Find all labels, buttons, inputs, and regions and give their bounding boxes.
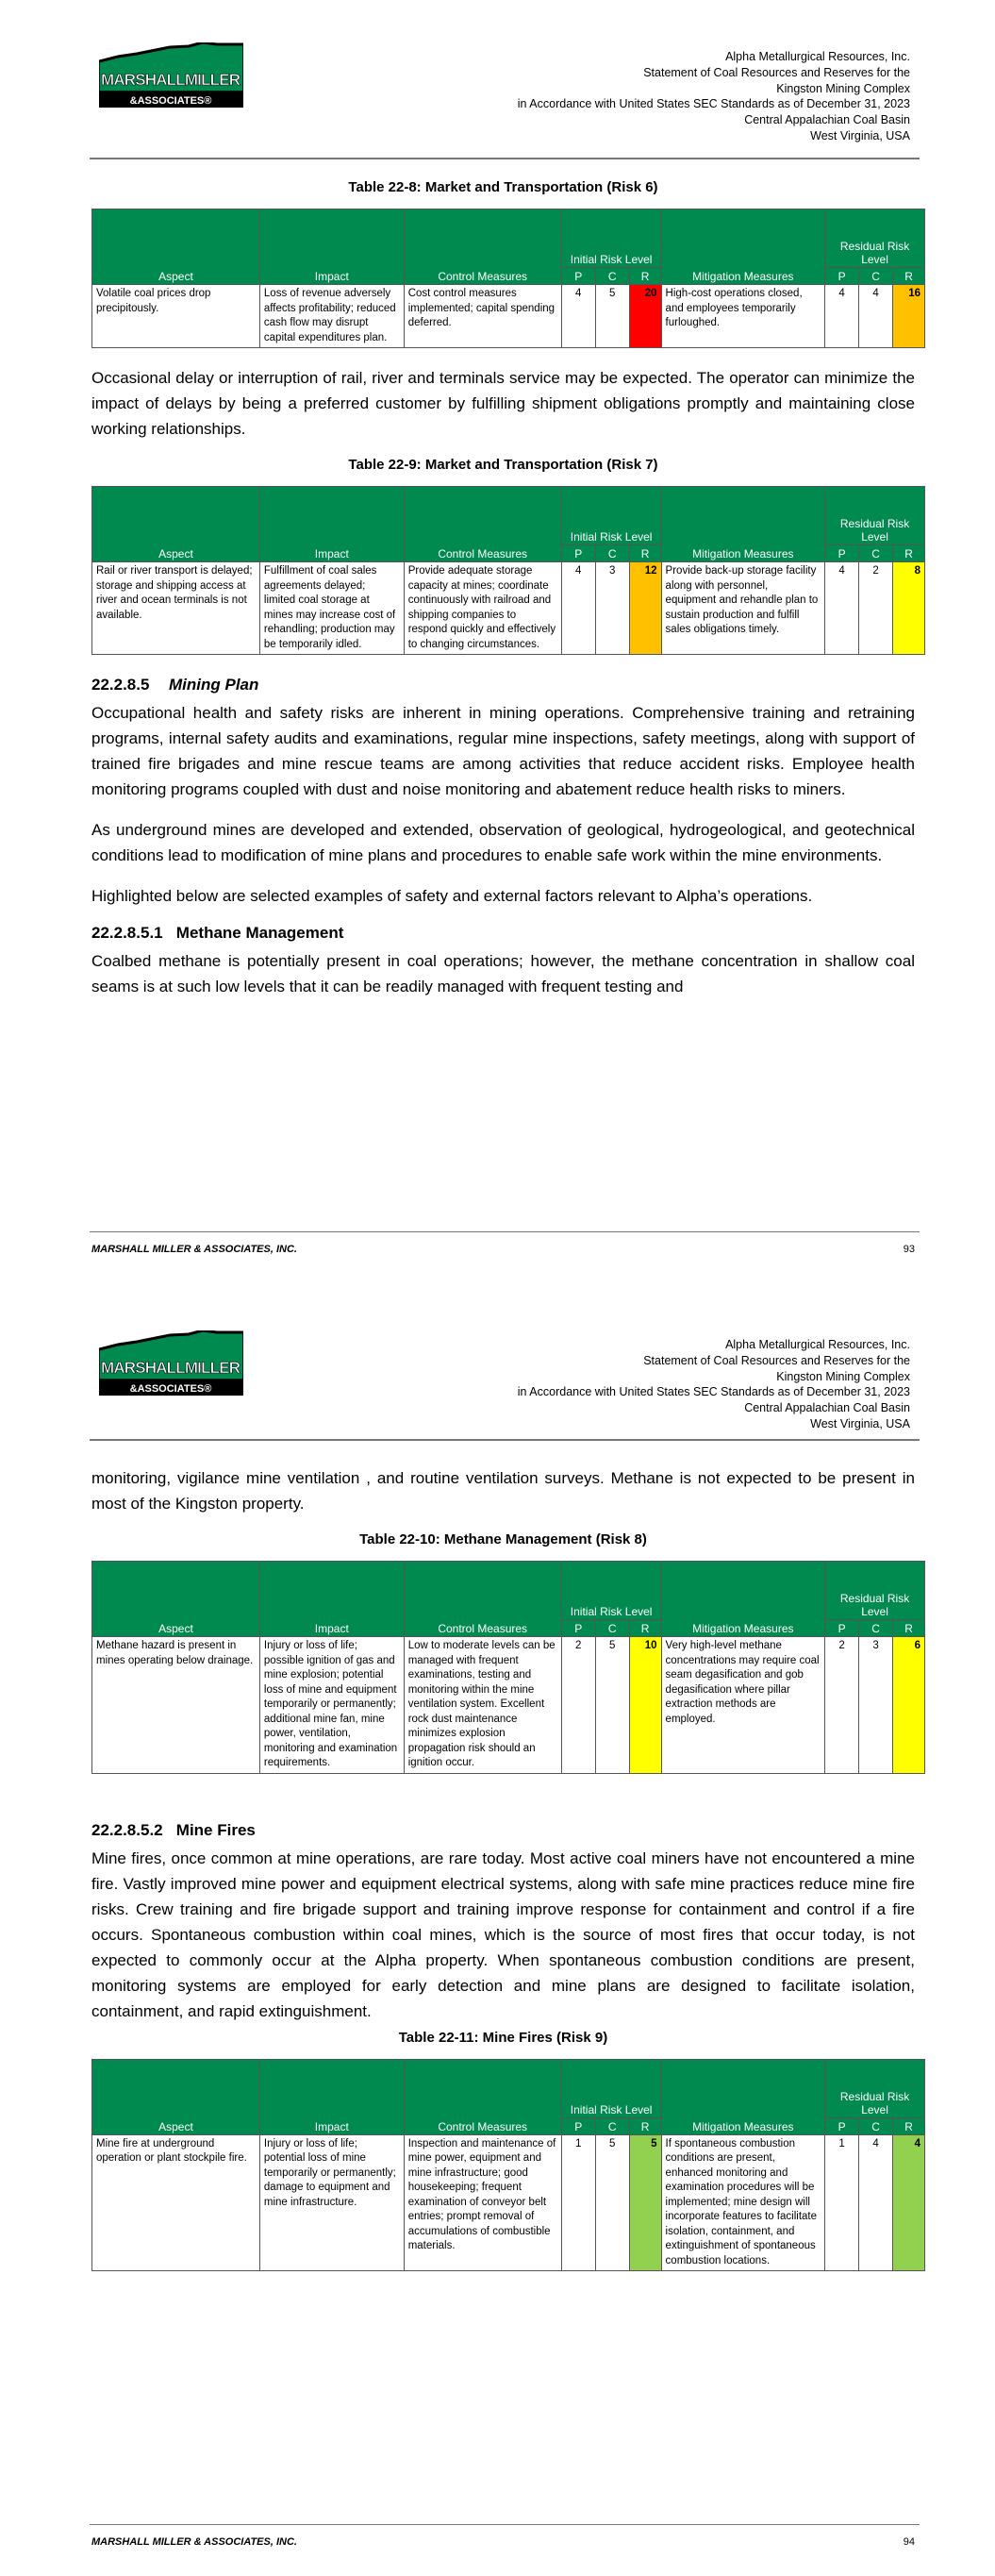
residual-r: 6 xyxy=(893,1637,925,1774)
impact-cell: Loss of revenue adversely affects profitability; reduced cash flow may disrupt capital expenditures plan. xyxy=(259,285,404,348)
header-impact: Impact xyxy=(259,2059,404,2134)
header-control: Control Measures xyxy=(404,209,561,285)
header-r: R xyxy=(893,2117,925,2134)
header-mitigation: Mitigation Measures xyxy=(661,209,825,285)
paragraph: Occupational health and safety risks are inherent in mining operations. Comprehensive training and retraining programs, internal safety audits and examinations, regular mine inspections, safety meetings, along with support of trained fire brigades and mine rescue teams are among activities that reduce accident risks. Employee health monitoring programs coupled with dust and noise monitoring and abatement reduce health risks to miners. xyxy=(91,704,915,798)
header-c: C xyxy=(859,268,893,285)
header-initial-risk: Initial Risk Level xyxy=(561,209,661,268)
header-initial-risk: Initial Risk Level xyxy=(561,487,661,545)
table-row xyxy=(92,285,925,348)
header-residual-risk: Residual Risk Level xyxy=(825,209,925,268)
aspect-cell: Rail or river transport is delayed; storage and shipping access at river and ocean terminals is not available. xyxy=(92,562,260,655)
initial-p: 4 xyxy=(561,562,595,655)
header-p: P xyxy=(825,268,859,285)
residual-c: 3 xyxy=(859,1637,893,1774)
paragraph: Highlighted below are selected examples of safety and external factors relevant to Alpha’s operations. xyxy=(91,887,813,905)
page-number: 94 xyxy=(903,2536,915,2548)
initial-c: 5 xyxy=(595,1637,629,1774)
header-impact: Impact xyxy=(259,487,404,562)
svg-text:MARSHALLMILLER: MARSHALLMILLER xyxy=(101,71,240,89)
header-c: C xyxy=(595,545,629,562)
header-line: Statement of Coal Resources and Reserves for the xyxy=(643,65,910,79)
header-line: Alpha Metallurgical Resources, Inc. xyxy=(725,50,910,63)
initial-c: 3 xyxy=(595,562,629,655)
aspect-cell: Methane hazard is present in mines operating below drainage. xyxy=(92,1637,260,1774)
header-p: P xyxy=(825,545,859,562)
document-header xyxy=(518,1337,910,1432)
header-line: Kingston Mining Complex xyxy=(776,1369,910,1383)
header-line: in Accordance with United States SEC Standards as of December 31, 2023 xyxy=(517,97,910,111)
paragraph: Coalbed methane is potentially present in coal operations; however, the methane concentration in shallow coal seams is at such low levels that it can be readily managed with frequent testing and xyxy=(91,952,915,995)
residual-p: 4 xyxy=(825,285,859,348)
svg-text:MARSHALLMILLER: MARSHALLMILLER xyxy=(101,1359,240,1377)
control-cell: Cost control measures implemented; capital spending deferred. xyxy=(404,285,561,348)
residual-c: 4 xyxy=(859,285,893,348)
footer-company: MARSHALL MILLER & ASSOCIATES, INC. xyxy=(91,2536,297,2548)
page-content xyxy=(91,1465,920,2288)
page-number: 93 xyxy=(903,1244,915,1255)
page-94 xyxy=(0,1288,995,2576)
marshall-miller-logo xyxy=(99,1330,243,1397)
header-aspect: Aspect xyxy=(92,209,260,285)
header-p: P xyxy=(561,268,595,285)
header-c: C xyxy=(595,1620,629,1637)
header-line: West Virginia, USA xyxy=(810,1416,910,1430)
header-divider xyxy=(90,158,920,159)
header-r: R xyxy=(893,268,925,285)
header-r: R xyxy=(893,545,925,562)
mitigation-cell: If spontaneous combustion conditions are present, enhanced monitoring and examination procedures will be implemented; mine design will incorporate features to facilitate isolation, containment, and extinguishment of spontaneous combustion locations. xyxy=(661,2134,825,2271)
footer-company: MARSHALL MILLER & ASSOCIATES, INC. xyxy=(91,1244,297,1255)
header-control: Control Measures xyxy=(404,1562,561,1637)
initial-r: 12 xyxy=(629,562,661,655)
header-mitigation: Mitigation Measures xyxy=(661,1562,825,1637)
header-c: C xyxy=(595,268,629,285)
footer xyxy=(91,2536,915,2548)
header-line: Central Appalachian Coal Basin xyxy=(744,113,910,127)
control-cell: Low to moderate levels can be managed with frequent examinations, testing and monitoring within the mine ventilation system. Excellent rock dust maintenance minimizes explosion propagation risk should an ignition occur. xyxy=(404,1637,561,1774)
initial-c: 5 xyxy=(595,2134,629,2271)
footer-divider xyxy=(90,2524,920,2525)
header-residual-risk: Residual Risk Level xyxy=(825,1562,925,1620)
table-row xyxy=(92,562,925,655)
header-p: P xyxy=(561,545,595,562)
header-line: Kingston Mining Complex xyxy=(776,81,910,95)
paragraph: monitoring, vigilance mine ventilation , and routine ventilation surveys. Methane is not expected to be present in most of the Kingston property. xyxy=(91,1469,915,1513)
document-header xyxy=(518,49,910,144)
mitigation-cell: Very high-level methane concentrations may require coal seam degasification and gob degasification where pillar extraction methods are employed. xyxy=(661,1637,825,1774)
table-row xyxy=(92,1637,925,1774)
header-p: P xyxy=(561,1620,595,1637)
header-line: Alpha Metallurgical Resources, Inc. xyxy=(725,1338,910,1351)
residual-p: 2 xyxy=(825,1637,859,1774)
subsection-heading: 22.2.8.5.2 Mine Fires xyxy=(91,1820,256,1839)
residual-r: 4 xyxy=(893,2134,925,2271)
header-line: West Virginia, USA xyxy=(810,128,910,142)
control-cell: Inspection and maintenance of mine power, equipment and mine infrastructure; good housekeeping; frequent examination of conveyor belt entries; prompt removal of accumulations of combustible materials. xyxy=(404,2134,561,2271)
section-heading xyxy=(91,676,915,694)
header-residual-risk: Residual Risk Level xyxy=(825,2059,925,2117)
initial-p: 1 xyxy=(561,2134,595,2271)
initial-c: 5 xyxy=(595,285,629,348)
paragraph: As underground mines are developed and extended, observation of geological, hydrogeological, and geotechnical conditions lead to modification of mine plans and procedures to enable safe work within the mine environments. xyxy=(91,821,915,864)
residual-p: 1 xyxy=(825,2134,859,2271)
footer xyxy=(91,1244,915,1255)
impact-cell: Injury or loss of life; possible ignition of gas and mine explosion; potential loss of mine and equipment temporarily or permanently; additional mine fan, mine power, ventilation, monitoring and examination requirements. xyxy=(259,1637,404,1774)
header-c: C xyxy=(859,2117,893,2134)
header-aspect: Aspect xyxy=(92,1562,260,1637)
table-title: Table 22-9: Market and Transportation (Risk 7) xyxy=(348,457,658,473)
residual-c: 4 xyxy=(859,2134,893,2271)
header-c: C xyxy=(859,545,893,562)
header-impact: Impact xyxy=(259,1562,404,1637)
residual-c: 2 xyxy=(859,562,893,655)
impact-cell: Fulfillment of coal sales agreements delayed; limited coal storage at mines may increase cost of rehandling; production may be temporarily idled. xyxy=(259,562,404,655)
header-control: Control Measures xyxy=(404,2059,561,2134)
header-divider xyxy=(90,1439,920,1441)
header-aspect: Aspect xyxy=(92,2059,260,2134)
header-line: Statement of Coal Resources and Reserves for the xyxy=(643,1353,910,1367)
header-initial-risk: Initial Risk Level xyxy=(561,1562,661,1620)
mitigation-cell: High-cost operations closed, and employees temporarily furloughed. xyxy=(661,285,825,348)
initial-r: 20 xyxy=(629,285,661,348)
header-c: C xyxy=(859,1620,893,1637)
risk-table xyxy=(91,209,925,348)
svg-text:&ASSOCIATES®: &ASSOCIATES® xyxy=(129,1383,212,1395)
header-residual-risk: Residual Risk Level xyxy=(825,487,925,545)
header-p: P xyxy=(825,2117,859,2134)
header-initial-risk: Initial Risk Level xyxy=(561,2059,661,2117)
table-row xyxy=(92,2134,925,2271)
initial-r: 10 xyxy=(629,1637,661,1774)
residual-r: 8 xyxy=(893,562,925,655)
table-title: Table 22-11: Mine Fires (Risk 9) xyxy=(398,2029,608,2046)
mitigation-cell: Provide back-up storage facility along with personnel, equipment and rehandle plan to sustain production and fulfill sales obligations timely. xyxy=(661,562,825,655)
subsection-heading: 22.2.8.5.1 Methane Management xyxy=(91,924,344,942)
residual-r: 16 xyxy=(893,285,925,348)
header-r: R xyxy=(893,1620,925,1637)
header-impact: Impact xyxy=(259,209,404,285)
control-cell: Provide adequate storage capacity at mines; coordinate continuously with railroad and shipping companies to respond quickly and effectively to changing circumstances. xyxy=(404,562,561,655)
initial-p: 2 xyxy=(561,1637,595,1774)
svg-text:&ASSOCIATES®: &ASSOCIATES® xyxy=(129,95,212,107)
header-aspect: Aspect xyxy=(92,487,260,562)
header-r: R xyxy=(629,268,661,285)
header-p: P xyxy=(825,1620,859,1637)
header-mitigation: Mitigation Measures xyxy=(661,2059,825,2134)
marshall-miller-logo xyxy=(99,42,243,109)
header-r: R xyxy=(629,2117,661,2134)
section-title: Mining Plan xyxy=(169,676,259,694)
residual-p: 4 xyxy=(825,562,859,655)
aspect-cell: Volatile coal prices drop precipitously. xyxy=(92,285,260,348)
header-r: R xyxy=(629,545,661,562)
header-p: P xyxy=(561,2117,595,2134)
header-control: Control Measures xyxy=(404,487,561,562)
header-line: Central Appalachian Coal Basin xyxy=(744,1401,910,1415)
header-r: R xyxy=(629,1620,661,1637)
initial-p: 4 xyxy=(561,285,595,348)
header-c: C xyxy=(595,2117,629,2134)
risk-table xyxy=(91,2059,925,2272)
section-number: 22.2.8.5 xyxy=(91,676,150,694)
table-title: Table 22-8: Market and Transportation (Risk 6) xyxy=(348,179,658,195)
paragraph: Mine fires, once common at mine operations, are rare today. Most active coal miners have not encountered a mine fire. Vastly improved mine power and equipment electrical systems, along with safe mine practices reduce mine fire risks. Crew training and fire brigade support and training improve response for containment and control if a fire occurs. Spontaneous combustion within coal mines, which is the source of most fires that occur today, is not expected to commonly occur at the Alpha property. When spontaneous combustion conditions are present, monitoring systems are employed for early detection and mine plans are designed to facilitate isolation, containment, and rapid extinguishment. xyxy=(91,1848,915,2020)
risk-table xyxy=(91,486,925,655)
header-line: in Accordance with United States SEC Standards as of December 31, 2023 xyxy=(517,1385,910,1399)
header-mitigation: Mitigation Measures xyxy=(661,487,825,562)
page-content xyxy=(91,179,920,1014)
impact-cell: Injury or loss of life; potential loss of mine temporarily or permanently; damage to equipment and mine infrastructure. xyxy=(259,2134,404,2271)
risk-table xyxy=(91,1561,925,1774)
footer-divider xyxy=(90,1231,920,1232)
initial-r: 5 xyxy=(629,2134,661,2271)
table-title: Table 22-10: Methane Management (Risk 8) xyxy=(359,1531,647,1547)
aspect-cell: Mine fire at underground operation or plant stockpile fire. xyxy=(92,2134,260,2271)
paragraph: Occasional delay or interruption of rail, river and terminals service may be expected. The operator can minimize the impact of delays by being a preferred customer by fulfilling shipment obligations promptly and maintaining close working relationships. xyxy=(91,369,915,438)
